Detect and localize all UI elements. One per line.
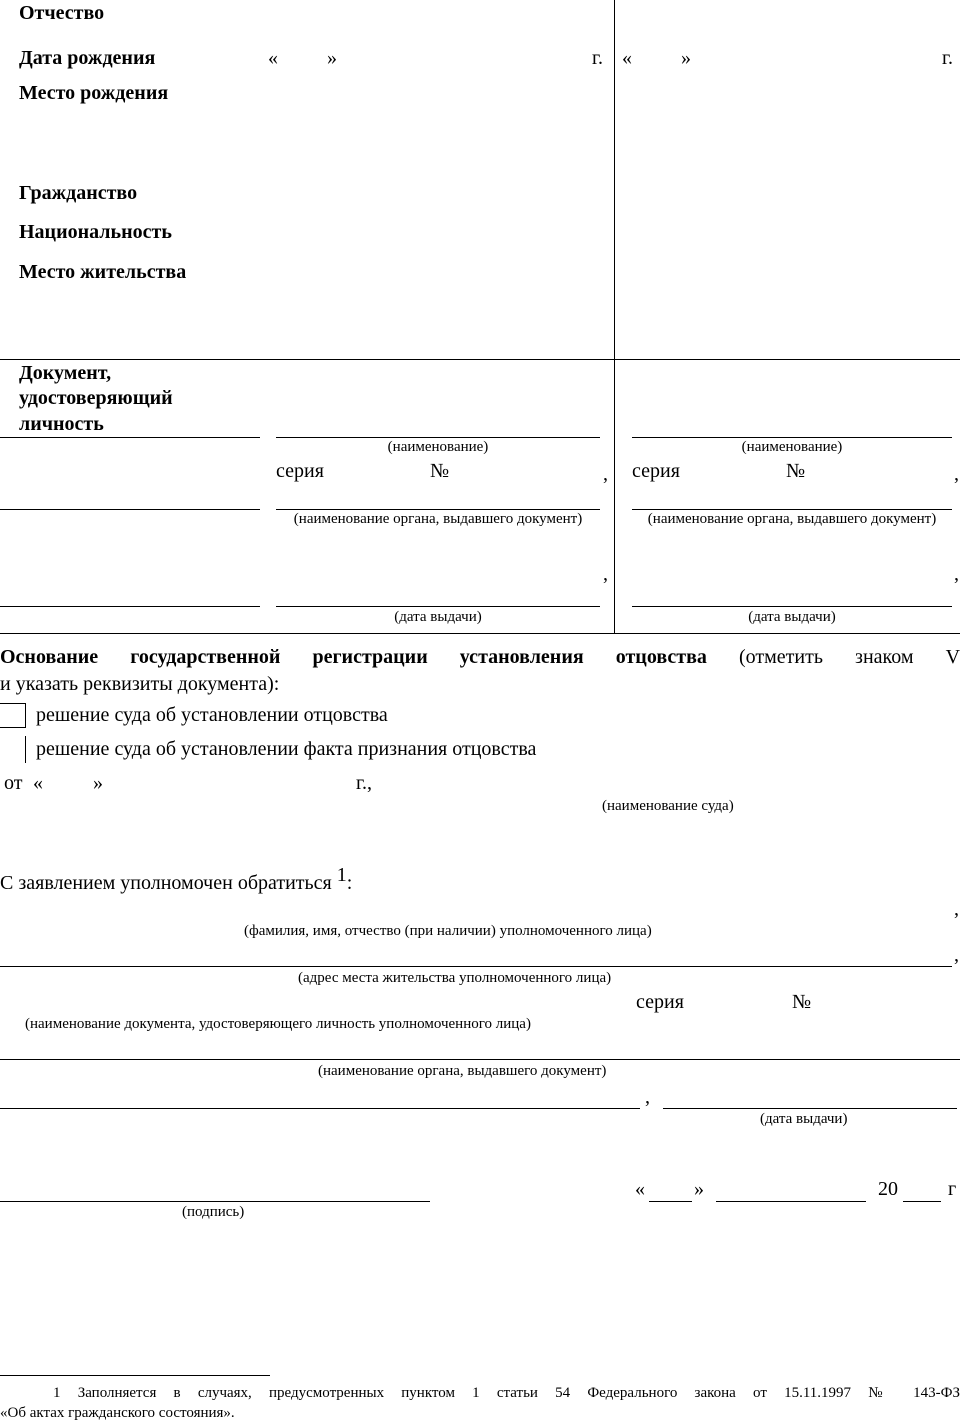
doc-comma-left-2: , — [603, 563, 608, 585]
doc-issuer-caption-left: (наименование органа, выдавшего документ) — [293, 511, 583, 527]
date-day-line — [649, 1201, 692, 1202]
doc-name-caption-left: (наименование) — [387, 439, 489, 455]
doc-number-label-right: № — [786, 460, 806, 482]
label-patronymic: Отчество — [19, 2, 105, 24]
doc-comma-right-1: , — [954, 463, 959, 485]
date-month-line — [716, 1201, 866, 1202]
date-year-line — [903, 1201, 941, 1202]
doc-issuer-line-right — [632, 509, 952, 510]
representative-series-label: серия — [636, 991, 684, 1013]
birth-date-year-right: г. — [942, 47, 953, 69]
court-name-caption: (наименование суда) — [602, 798, 734, 814]
representative-name-caption: (фамилия, имя, отчество (при наличии) уполномоченного лица) — [244, 923, 652, 939]
footnote-line2: «Об актах гражданского состояния». — [0, 1405, 235, 1421]
label-cell-line-1 — [0, 437, 260, 438]
court-decision-year: г., — [356, 772, 372, 794]
representative-intro-text: С заявлением уполномочен обратиться — [0, 872, 332, 894]
birth-date-open-quote-right: « — [622, 47, 632, 69]
representative-doc-caption: (наименование документа, удостоверяющего личность уполномоченного лица) — [25, 1016, 531, 1032]
representative-name-comma: , — [954, 898, 959, 920]
court-decision-open-quote: « — [33, 772, 43, 794]
representative-address-caption: (адрес места жительства уполномоченного лица) — [298, 970, 612, 986]
representative-address-comma: , — [954, 944, 959, 966]
representative-intro-colon: : — [346, 872, 353, 894]
doc-comma-right-2: , — [954, 563, 959, 585]
doc-series-label-right: серия — [632, 460, 680, 482]
table-row-divider — [0, 359, 960, 360]
table-column-divider — [614, 0, 615, 633]
basis-option-2-label: решение суда об установлении факта признания отцовства — [36, 738, 537, 760]
representative-issuer-line-2 — [0, 1108, 640, 1109]
doc-issuer-line-left — [276, 509, 600, 510]
doc-issue-date-caption-right: (дата выдачи) — [748, 609, 836, 625]
signature-caption: (подпись) — [182, 1204, 245, 1220]
doc-name-caption-right: (наименование) — [741, 439, 843, 455]
date-open-quote: « — [635, 1178, 645, 1200]
basis-heading-bold: Основание государственной регистрации установления отцовства — [0, 646, 707, 668]
doc-comma-left-1: , — [603, 463, 608, 485]
basis-option-1-label: решение суда об установлении отцовства — [36, 704, 388, 726]
birth-date-close-quote-right: » — [681, 47, 691, 69]
date-close-quote: » — [694, 1178, 704, 1200]
basis-option-2-checkbox[interactable] — [25, 736, 26, 763]
birth-date-close-quote-left: » — [327, 47, 337, 69]
label-birth-place: Место рождения — [19, 82, 169, 104]
doc-name-line-right — [632, 437, 952, 438]
doc-issuer-caption-right: (наименование органа, выдавшего документ) — [647, 511, 937, 527]
birth-date-year-left: г. — [592, 47, 603, 69]
label-id-document-line2: удостоверяющий — [19, 387, 173, 409]
label-nationality: Национальность — [19, 221, 172, 243]
footnote-line1: 1 Заполняется в случаях, предусмотренных пунктом 1 статьи 54 Федерального закона от 15.11.1997 № 143-ФЗ — [53, 1385, 960, 1401]
doc-name-line-left — [276, 437, 600, 438]
doc-series-label-left: серия — [276, 460, 324, 482]
basis-heading-note: (отметить знаком V — [738, 646, 960, 668]
doc-issue-date-caption-left: (дата выдачи) — [394, 609, 482, 625]
birth-date-open-quote-left: « — [268, 47, 278, 69]
date-year-suffix: г — [948, 1178, 957, 1200]
label-id-document-line1: Документ, — [19, 362, 112, 384]
representative-number-label: № — [792, 991, 812, 1013]
label-cell-line-3 — [0, 606, 260, 607]
representative-issuer-comma: , — [645, 1086, 650, 1108]
basis-heading — [0, 646, 960, 669]
footnote-separator — [0, 1375, 270, 1376]
representative-address-line — [0, 966, 952, 967]
label-residence: Место жительства — [19, 261, 187, 283]
representative-issue-date-caption: (дата выдачи) — [760, 1111, 848, 1127]
signature-line — [0, 1201, 430, 1202]
table-bottom-border — [0, 633, 960, 634]
doc-issue-date-line-right — [632, 606, 952, 607]
doc-issue-date-line-left — [276, 606, 600, 607]
label-cell-line-2 — [0, 509, 260, 510]
basis-option-1-checkbox[interactable] — [0, 703, 26, 728]
court-decision-from: от — [4, 772, 23, 794]
representative-issuer-line — [0, 1059, 960, 1060]
label-id-document-line3: личность — [19, 413, 104, 435]
representative-issuer-caption: (наименование органа, выдавшего документ) — [318, 1063, 607, 1079]
representative-issue-date-line — [663, 1108, 957, 1109]
footnote-reference: 1 — [336, 864, 347, 886]
label-citizenship: Гражданство — [19, 182, 138, 204]
representative-intro — [0, 864, 352, 895]
date-year-prefix: 20 — [878, 1178, 898, 1200]
doc-number-label-left: № — [430, 460, 450, 482]
label-birth-date: Дата рождения — [19, 47, 156, 69]
court-decision-close-quote: » — [93, 772, 103, 794]
basis-heading-line2: и указать реквизиты документа): — [0, 673, 280, 695]
